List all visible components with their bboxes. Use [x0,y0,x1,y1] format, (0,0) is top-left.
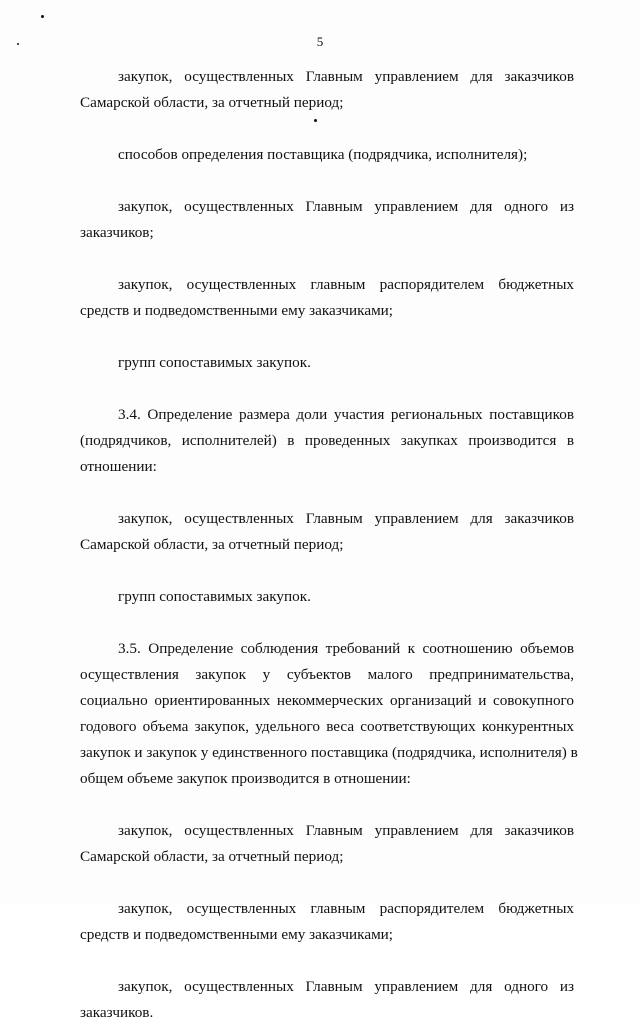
text-line: закупок, осуществленных Главным управлением для одного из [118,978,574,995]
text-line: способов определения поставщика (подрядчика, исполнителя); [118,146,528,163]
text-line: (подрядчиков, исполнителей) в проведенных закупках производится в [80,432,574,449]
text-line: средств и подведомственными ему заказчиками; [80,302,394,319]
text-line: 3.5. Определение соблюдения требований к соотношению объемов [118,640,574,657]
text-line: Самарской области, за отчетный период; [80,536,344,553]
text-line: групп сопоставимых закупок. [118,354,311,371]
text-line: закупок, осуществленных Главным управлением для одного из [118,198,574,215]
text-line: закупок, осуществленных Главным управлением для заказчиков [118,68,574,85]
text-line: закупок, осуществленных главным распорядителем бюджетных [118,276,574,293]
text-line: закупок, осуществленных Главным управлением для заказчиков [118,822,574,839]
paragraph [80,402,574,480]
paragraph [80,974,574,1026]
document-body [80,64,578,1026]
text-line: групп сопоставимых закупок. [118,588,311,605]
text-line: закупок, осуществленных Главным управлением для заказчиков [118,510,574,527]
paragraph [80,818,574,870]
text-line: заказчиков; [80,224,154,241]
text-line: закупок и закупок у единственного поставщика (подрядчика, исполнителя) в [80,744,578,761]
text-line: заказчиков. [80,1004,154,1021]
text-line: социально ориентированных некоммерческих организаций и совокупного [80,692,574,709]
paragraph [80,896,574,948]
paragraph [80,350,574,376]
paragraph [80,272,574,324]
text-line: Самарской области, за отчетный период; [80,848,344,865]
text-line: осуществления закупок у субъектов малого предпринимательства, [80,666,574,683]
paragraph [80,636,578,792]
paragraph [80,584,574,610]
text-line: отношении: [80,458,157,475]
text-line: средств и подведомственными ему заказчиками; [80,926,394,943]
text-line: закупок, осуществленных главным распорядителем бюджетных [118,900,574,917]
paragraph [80,194,574,246]
paragraph [80,64,574,116]
scan-speck [41,15,44,18]
page-number: 5 [316,34,324,49]
text-line: годового объема закупок, удельного веса соответствующих конкурентных [80,718,574,735]
text-line: 3.4. Определение размера доли участия региональных поставщиков [118,406,574,423]
paragraph [80,506,574,558]
paragraph [80,142,574,168]
text-line: Самарской области, за отчетный период; [80,94,344,111]
text-line: общем объеме закупок производится в отношении: [80,770,411,787]
